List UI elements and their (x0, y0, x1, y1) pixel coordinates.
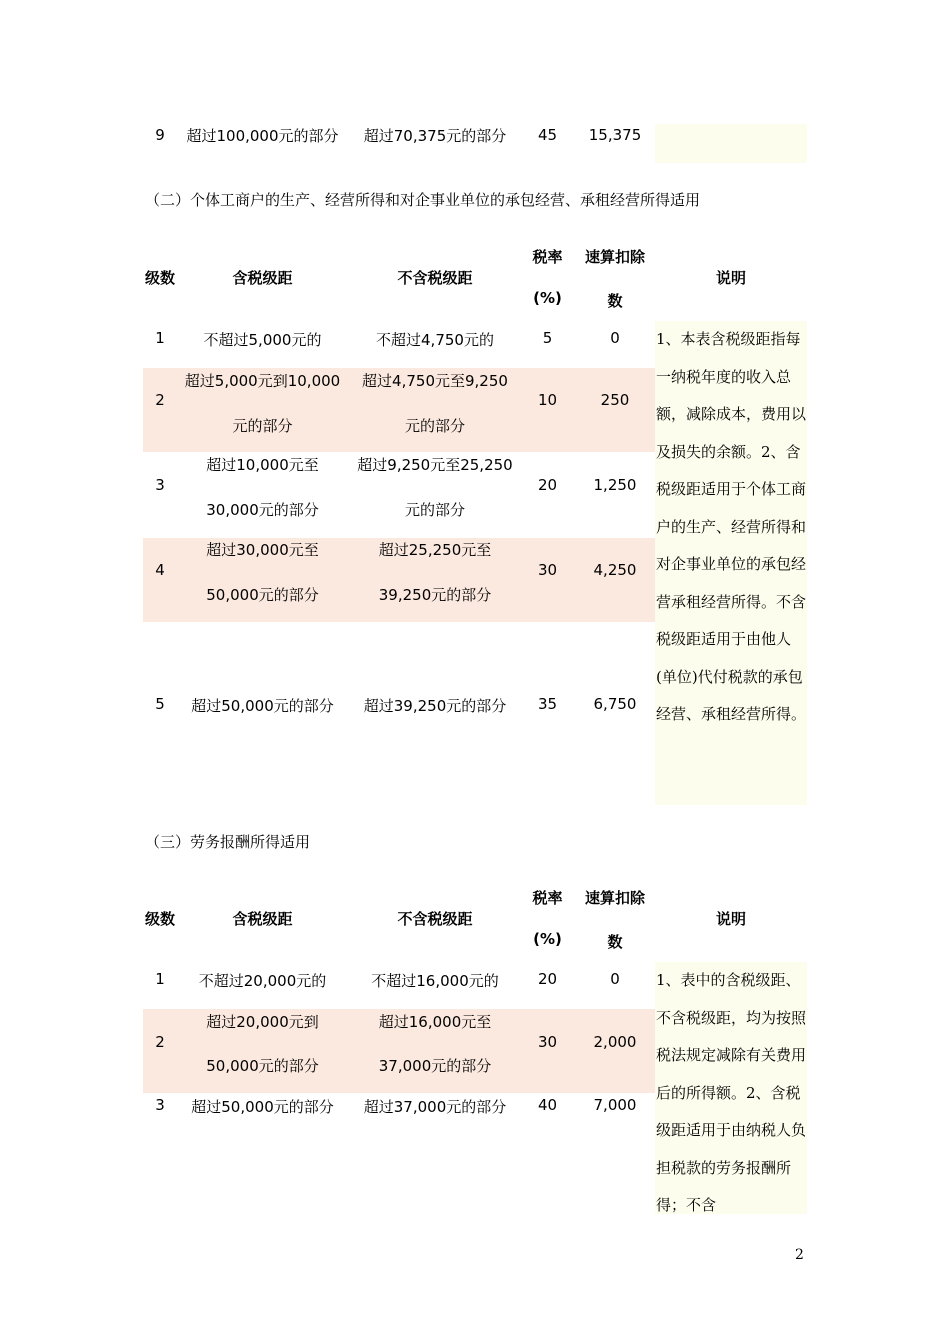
s2-row4-taxable-2: 50,000元的部分 (206, 585, 319, 604)
page-number: 2 (795, 1247, 804, 1263)
s2-row3-nontaxable-2: 元的部分 (404, 500, 465, 519)
s3-row3-level: 3 (155, 1096, 165, 1114)
s3-row2-deduction: 2,000 (593, 1033, 637, 1051)
row9-deduction: 15,375 (588, 126, 642, 144)
s2-row5-rate: 35 (537, 695, 558, 713)
s3-row1-nontaxable: 不超过16,000元的 (371, 971, 499, 990)
section2-title: （二）个体工商户的生产、经营所得和对企事业单位的承包经营、承租经营所得适用 (145, 191, 701, 209)
s2-row2-taxable-1: 超过5,000元到10,000 (184, 371, 341, 390)
s2-row4-nontaxable-2: 39,250元的部分 (378, 585, 492, 604)
s2-row1-deduction: 0 (610, 329, 620, 347)
s3-header-rate-2: (%) (533, 930, 562, 948)
s2-row2-nontaxable-1: 超过4,750元至9,250 (362, 371, 508, 390)
s2-row1-nontaxable: 不超过4,750元的 (376, 330, 494, 349)
s2-row2-deduction: 250 (600, 391, 630, 409)
row9-note-cell (655, 124, 807, 163)
s2-row4-rate: 30 (537, 561, 558, 579)
s3-row2-rate: 30 (537, 1033, 558, 1051)
s3-header-note: 说明 (715, 909, 746, 928)
s3-row3-nontaxable: 超过37,000元的部分 (363, 1097, 507, 1116)
s3-header-level: 级数 (145, 909, 176, 928)
s2-row2-nontaxable-2: 元的部分 (404, 416, 465, 435)
s3-header-rate-1: 税率 (532, 888, 563, 907)
s3-header-deduction-2: 数 (607, 932, 623, 951)
s2-row5-level: 5 (155, 695, 165, 713)
s3-row2-level: 2 (155, 1033, 165, 1051)
s2-row4-taxable-1: 超过30,000元至 (206, 540, 319, 559)
s3-header-taxable: 含税级距 (232, 909, 293, 928)
s2-header-note: 说明 (715, 268, 746, 287)
s2-header-taxable: 含税级距 (232, 268, 293, 287)
s3-row1-deduction: 0 (610, 970, 620, 988)
s3-row1-level: 1 (155, 970, 165, 988)
s2-row1-rate: 5 (542, 329, 553, 347)
s2-row4-deduction: 4,250 (593, 561, 637, 579)
s3-header-deduction-1: 速算扣除 (584, 888, 645, 907)
s2-header-deduction-2: 数 (607, 291, 623, 310)
s2-note: 1、本表含税级距指每一纳税年度的收入总额，减除成本，费用以及损失的余额。2、含税级距适用于个体工商户的生产、经营所得和对企事业单位的承包经营承租经营所得。不含税级距适用于由他人(单位)代付税款的承包经营、承租经营所得。 (655, 321, 807, 805)
s2-row3-taxable-1: 超过10,000元至 (206, 455, 319, 474)
s2-row2-level: 2 (155, 391, 165, 409)
s3-row1-taxable: 不超过20,000元的 (198, 971, 327, 990)
s2-row1-level: 1 (155, 329, 165, 347)
row9-nontaxable: 超过70,375元的部分 (363, 126, 507, 145)
s2-row1-taxable: 不超过5,000元的 (203, 330, 322, 349)
section3-title: （三）劳务报酬所得适用 (145, 833, 311, 851)
s2-row3-nontaxable-1: 超过9,250元至25,250 (357, 455, 513, 474)
row9-taxable: 超过100,000元的部分 (186, 126, 339, 145)
s2-header-rate-2: (%) (533, 289, 562, 307)
s2-row4-level: 4 (155, 561, 165, 579)
s2-row4-nontaxable-1: 超过25,250元至 (378, 540, 492, 559)
s2-row5-nontaxable: 超过39,250元的部分 (363, 696, 507, 715)
s3-row2-nontaxable-1: 超过16,000元至 (378, 1012, 492, 1031)
s3-row3-deduction: 7,000 (593, 1096, 637, 1114)
s3-row2-taxable-2: 50,000元的部分 (206, 1056, 319, 1075)
s3-row2-nontaxable-2: 37,000元的部分 (378, 1056, 492, 1075)
s2-row5-deduction: 6,750 (593, 695, 637, 713)
s2-header-deduction-1: 速算扣除 (584, 247, 645, 266)
s3-header-nontaxable: 不含税级距 (397, 909, 473, 928)
s2-row2-rate: 10 (537, 391, 558, 409)
s3-row2-taxable-1: 超过20,000元到 (206, 1012, 319, 1031)
s2-header-rate-1: 税率 (532, 247, 563, 266)
row9-rate: 45 (537, 126, 558, 144)
s3-row1-rate: 20 (537, 970, 558, 988)
s2-row2-taxable-2: 元的部分 (232, 416, 293, 435)
s2-row3-deduction: 1,250 (593, 476, 637, 494)
s2-row5-taxable: 超过50,000元的部分 (191, 696, 334, 715)
s2-row3-level: 3 (155, 476, 165, 494)
s2-header-nontaxable: 不含税级距 (397, 268, 473, 287)
s2-row3-rate: 20 (537, 476, 558, 494)
s3-row3-rate: 40 (537, 1096, 558, 1114)
s2-row3-taxable-2: 30,000元的部分 (206, 500, 319, 519)
s3-row3-taxable: 超过50,000元的部分 (191, 1097, 334, 1116)
s2-header-level: 级数 (145, 268, 176, 287)
s3-note: 1、表中的含税级距、不含税级距，均为按照税法规定减除有关费用后的所得额。2、含税级距适用于由纳税人负担税款的劳务报酬所得；不含 (655, 962, 807, 1214)
row9-level: 9 (155, 126, 165, 144)
